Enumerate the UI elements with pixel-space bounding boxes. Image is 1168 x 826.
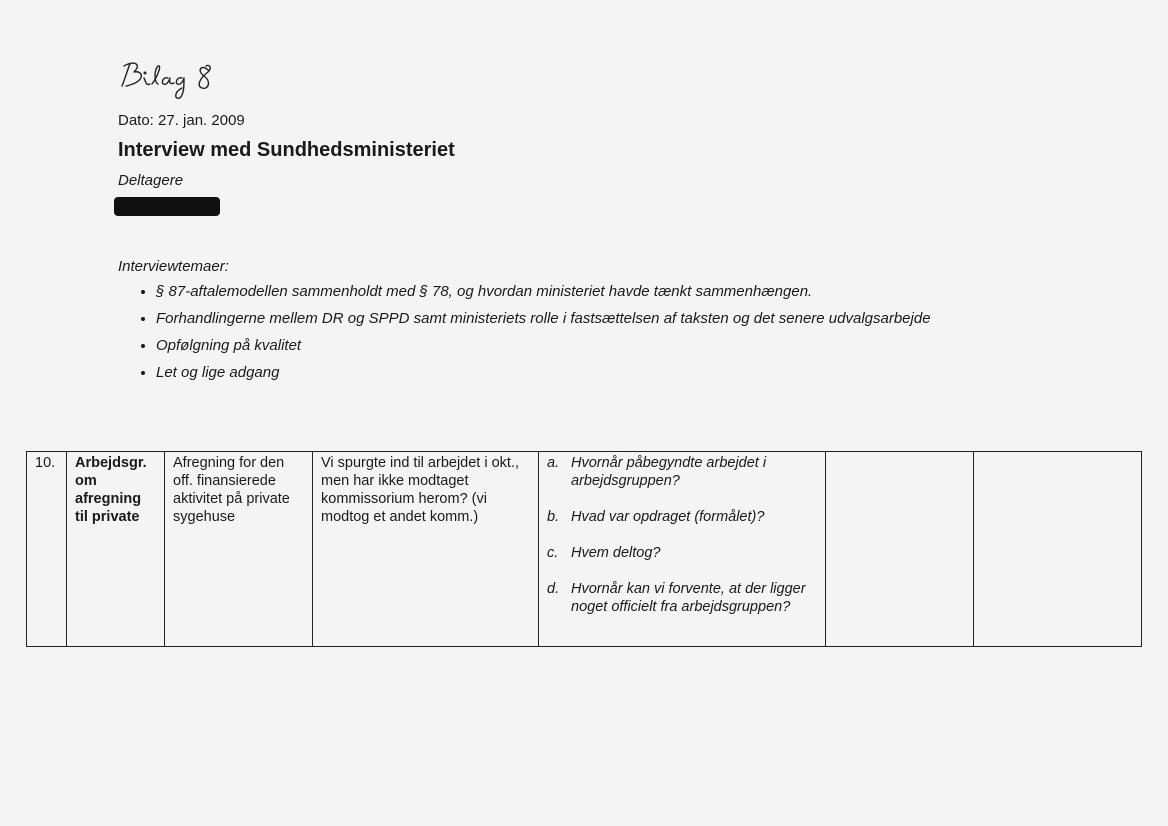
question-item (547, 508, 817, 526)
theme-item: • § 87-aftalemodellen sammenholdt med § 78, og hvordan ministeriet havde tænkt sammenhængen. (156, 282, 931, 309)
row-note: Vi spurgte ind til arbejdet i okt., men har ikke modtaget kommissorium herom? (vi modtog et andet komm.) (313, 452, 539, 647)
themes-list (138, 282, 931, 390)
row-topic: Arbejdsgr. om afregning til private (67, 452, 165, 647)
question-letter: a. (547, 455, 560, 471)
themes-label: Interviewtemaer: (118, 258, 229, 275)
row-empty-cell (826, 452, 974, 647)
row-description: Afregning for den off. finansierede aktivitet på private sygehuse (165, 452, 313, 647)
question-text: Hvornår kan vi forvente, at der ligger noget officielt fra arbejdsgruppen? (571, 581, 806, 615)
table-row (27, 452, 1142, 647)
participants-label: Deltagere (118, 172, 184, 189)
row-empty-cell (974, 452, 1142, 647)
interview-table (26, 451, 1142, 647)
question-item (547, 544, 817, 562)
theme-item: • Opfølgning på kvalitet (156, 336, 931, 363)
question-item (547, 580, 817, 616)
theme-item: • Let og lige adgang (156, 363, 931, 390)
question-letter: d. (547, 581, 560, 597)
question-text: Hvem deltog? (571, 545, 661, 561)
question-letter: c. (547, 545, 559, 561)
document-date: Dato: 27. jan. 2009 (118, 112, 245, 129)
question-letter: b. (547, 509, 560, 525)
document-title: Interview med Sundhedsministeriet (118, 139, 455, 161)
question-text: Hvornår påbegyndte arbejdet i arbejdsgruppen? (571, 455, 767, 489)
question-text: Hvad var opdraget (formålet)? (571, 509, 765, 525)
redacted-participant (114, 197, 220, 216)
question-item (547, 454, 817, 490)
row-questions (539, 452, 826, 647)
question-list (547, 454, 817, 616)
theme-item: • Forhandlingerne mellem DR og SPPD samt ministeriets rolle i fastsættelsen af taksten og det senere udvalgsarbejde (156, 309, 931, 336)
handwritten-label (116, 56, 226, 102)
row-number: 10. (27, 452, 67, 647)
